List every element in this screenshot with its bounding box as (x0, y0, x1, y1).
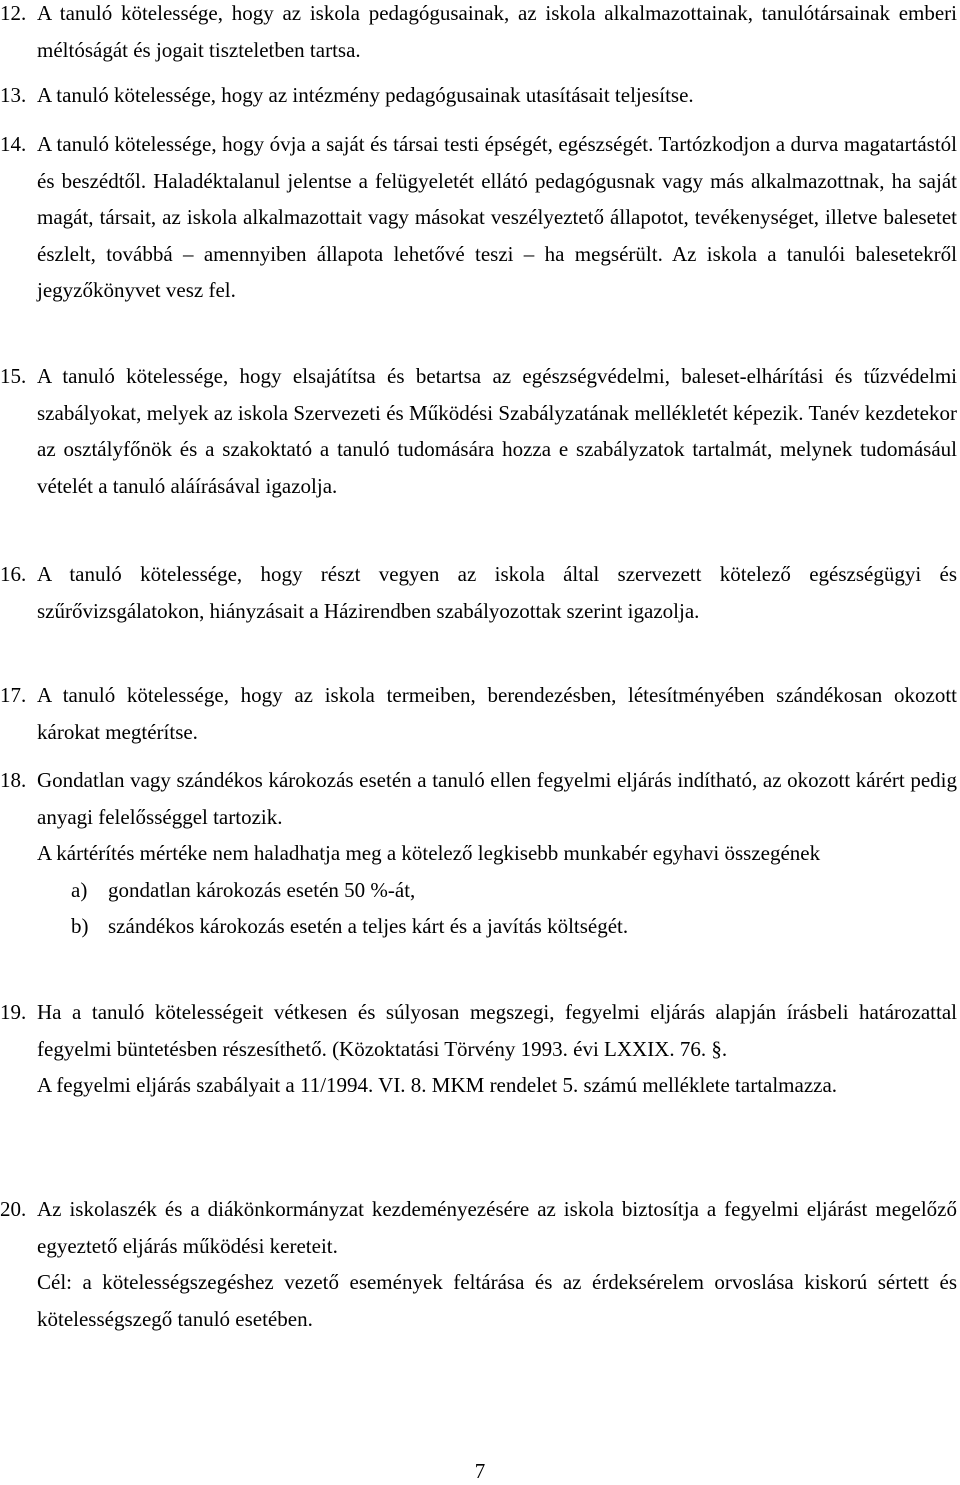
sub-item-a (37, 872, 957, 909)
sub-item-label: b) (71, 914, 89, 938)
item-text: A tanuló kötelessége, hogy óvja a saját és társai testi épségét, egészségét. Tartózkodjon a durva magatartástól és beszédtől. Haladéktalanul jelentse a felügyeletét ellátó pedagógusnak vagy más alkalmazottnak, ha saját magát, társait, az iskola alkalmazottait vagy másokat veszélyeztető állapotot, tevékenységet, illetve balesetet észlelt, továbbá – amennyiben állapota lehetővé teszi – ha megsérült. Az iskola a tanulói balesetekről jegyzőkönyvet vesz fel. (37, 132, 957, 302)
list-item-20 (0, 1191, 957, 1337)
item-text: A tanuló kötelessége, hogy részt vegyen az iskola által szervezett kötelező egészségügyi és szűrővizsgálatokon, hiányzásait a Házirendben szabályozottak szerint igazolja. (37, 562, 957, 623)
list-item-17 (0, 677, 957, 750)
item-text: A tanuló kötelessége, hogy az iskola pedagógusainak, az iskola alkalmazottainak, tanulótársainak emberi méltóságát és jogait tiszteletben tartsa. (37, 1, 957, 62)
item-text: A tanuló kötelessége, hogy az iskola termeiben, berendezésben, létesítményében szándékosan okozott károkat megtérítse. (37, 683, 957, 744)
page-number: 7 (474, 1459, 486, 1483)
item-number: 16. (0, 562, 27, 586)
sub-item-text: gondatlan károkozás esetén 50 %-át, (108, 877, 416, 902)
item-text-2: Cél: a kötelességszegéshez vezető események feltárása és az érdeksérelem orvoslása kiskorú sértett és kötelességszegő tanuló esetében. (37, 1270, 957, 1331)
sub-item-text: szándékos károkozás esetén a teljes kárt és a javítás költségét. (108, 914, 629, 938)
item-text: A tanuló kötelessége, hogy az intézmény pedagógusainak utasításait teljesítse. (37, 83, 694, 107)
item-number: 17. (0, 683, 27, 707)
list-item-18 (0, 762, 957, 945)
item-text: A tanuló kötelessége, hogy elsajátítsa és betartsa az egészségvédelmi, baleset-elhárítási és tűzvédelmi szabályokat, melyek az iskola Szervezeti és Működési Szabályzatának mellékletét képezik. Tanév kezdetekor az osztályfőnök és a szakoktató a tanuló tudomására hozza e szabályzatok tartalmát, melynek tudomásául vételét a tanuló aláírásával igazolja. (37, 364, 957, 498)
item-number: 18. (0, 768, 27, 792)
item-text: Gondatlan vagy szándékos károkozás esetén a tanuló ellen fegyelmi eljárás indítható, az okozott kárért pedig anyagi felelősséggel tartozik. (37, 768, 957, 829)
item-number: 12. (0, 1, 27, 25)
item-text-2: A kártérítés mértéke nem haladhatja meg a kötelező legkisebb munkabér egyhavi összegének (37, 841, 821, 865)
item-number: 20. (0, 1197, 27, 1221)
list-item-16 (0, 556, 957, 629)
item-number: 19. (0, 1000, 27, 1024)
list-item-15 (0, 358, 957, 504)
item-number: 13. (0, 83, 27, 107)
sub-item-label: a) (71, 877, 88, 902)
item-text: Ha a tanuló kötelességeit vétkesen és súlyosan megszegi, fegyelmi eljárás alapján írásbeli határozattal fegyelmi büntetésben részesíthető. (Közoktatási Törvény 1993. évi LXXIX. 76. §. (37, 1000, 957, 1061)
item-text-2: A fegyelmi eljárás szabályait a 11/1994. VI. 8. MKM rendelet 5. számú melléklete tartalmazza. (37, 1073, 838, 1097)
item-text: Az iskolaszék és a diákönkormányzat kezdeményezésére az iskola biztosítja a fegyelmi eljárást megelőző egyeztető eljárás működési kereteit. (37, 1197, 957, 1258)
list-item-12 (0, 0, 957, 68)
item-number: 14. (0, 132, 27, 156)
sub-item-b (37, 908, 957, 945)
list-item-14 (0, 126, 957, 309)
list-item-19 (0, 994, 957, 1104)
item-number: 15. (0, 364, 27, 388)
list-item-13 (0, 77, 957, 114)
